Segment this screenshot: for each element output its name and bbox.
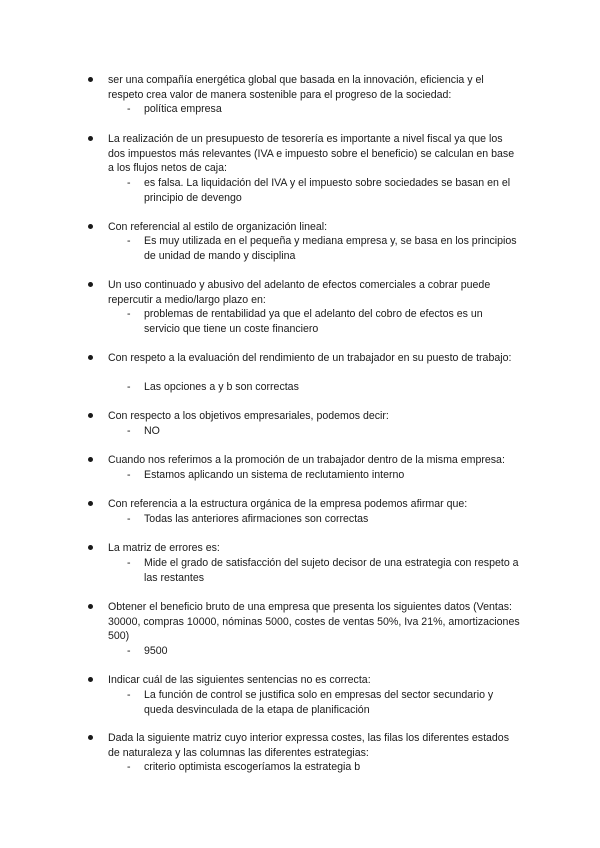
dash-icon: - [127,557,131,569]
question-text: Un uso continuado y abusivo del adelanto de efectos comerciales a cobrar puede repercutir a medio/largo plazo en: [108,279,491,306]
answer-text: NO [144,425,160,437]
dash-icon: - [127,177,131,189]
bullet-icon [88,677,93,682]
bullet-icon [88,735,93,740]
answer-text: La función de control se justifica solo en empresas del sector secundario y queda desvinculada de la etapa de planificación [144,689,494,716]
dash-icon: - [127,513,131,525]
dash-icon: - [127,469,131,481]
dash-icon: - [127,425,131,437]
answer-text: problemas de rentabilidad ya que el adelanto del cobro de efectos es un servicio que tiene un coste financiero [144,308,483,335]
question-text: Con referencia a la estructura orgánica de la empresa podemos afirmar que: [108,498,468,510]
dash-icon: - [127,689,131,701]
question-text: Cuando nos referimos a la promoción de un trabajador dentro de la misma empresa: [108,454,505,466]
answer-text: Las opciones a y b son correctas [144,381,299,393]
dash-icon: - [127,761,131,773]
bullet-icon [88,77,93,82]
bullet-icon [88,457,93,462]
bullet-icon [88,282,93,287]
question-text: ser una compañía energética global que basada en la innovación, eficiencia y el respeto crea valor de manera sostenible para el progreso de la sociedad: [108,74,484,101]
dash-icon: - [127,381,131,393]
question-text: Con respecto a los objetivos empresariales, podemos decir: [108,410,389,422]
question-text: Con respeto a la evaluación del rendimiento de un trabajador en su puesto de trabajo: [108,352,512,364]
answer-text: Todas las anteriores afirmaciones son correctas [144,513,369,525]
question-text: Dada la siguiente matriz cuyo interior expressa costes, las filas los diferentes estados de naturaleza y las columnas las diferentes estrategias: [108,732,509,759]
dash-icon: - [127,308,131,320]
bullet-icon [88,413,93,418]
dash-icon: - [127,103,131,115]
question-text: Obtener el beneficio bruto de una empresa que presenta los siguientes datos (Ventas: 30000, compras 10000, nóminas 5000, costes de ventas 50%, Iva 21%, amortizaciones 500) [108,601,520,643]
bullet-icon [88,604,93,609]
question-text: La realización de un presupuesto de tesorería es importante a nivel fiscal ya que los dos impuestos más relevantes (IVA e impuesto sobre el beneficio) se calculan en base a los flujos netos de caja: [108,133,515,175]
question-text: Con referencial al estilo de organización lineal: [108,221,328,233]
bullet-icon [88,545,93,550]
question-text: Indicar cuál de las siguientes sentencias no es correcta: [108,674,371,686]
answer-text: criterio optimista escogeríamos la estrategia b [144,761,361,773]
bullet-icon [88,501,93,506]
answer-text: política empresa [144,103,222,115]
dash-icon: - [127,235,131,247]
answer-text: 9500 [144,645,168,657]
answer-text: es falsa. La liquidación del IVA y el impuesto sobre sociedades se basan en el principio de devengo [144,177,511,204]
bullet-icon [88,136,93,141]
bullet-icon [88,355,93,360]
answer-text: Es muy utilizada en el pequeña y mediana empresa y, se basa en los principios de unidad de mando y disciplina [144,235,517,262]
question-text: La matriz de errores es: [108,542,220,554]
bullet-icon [88,224,93,229]
answer-text: Estamos aplicando un sistema de reclutamiento interno [144,469,405,481]
dash-icon: - [127,645,131,657]
answer-text: Mide el grado de satisfacción del sujeto decisor de una estrategia con respeto a las restantes [144,557,519,584]
